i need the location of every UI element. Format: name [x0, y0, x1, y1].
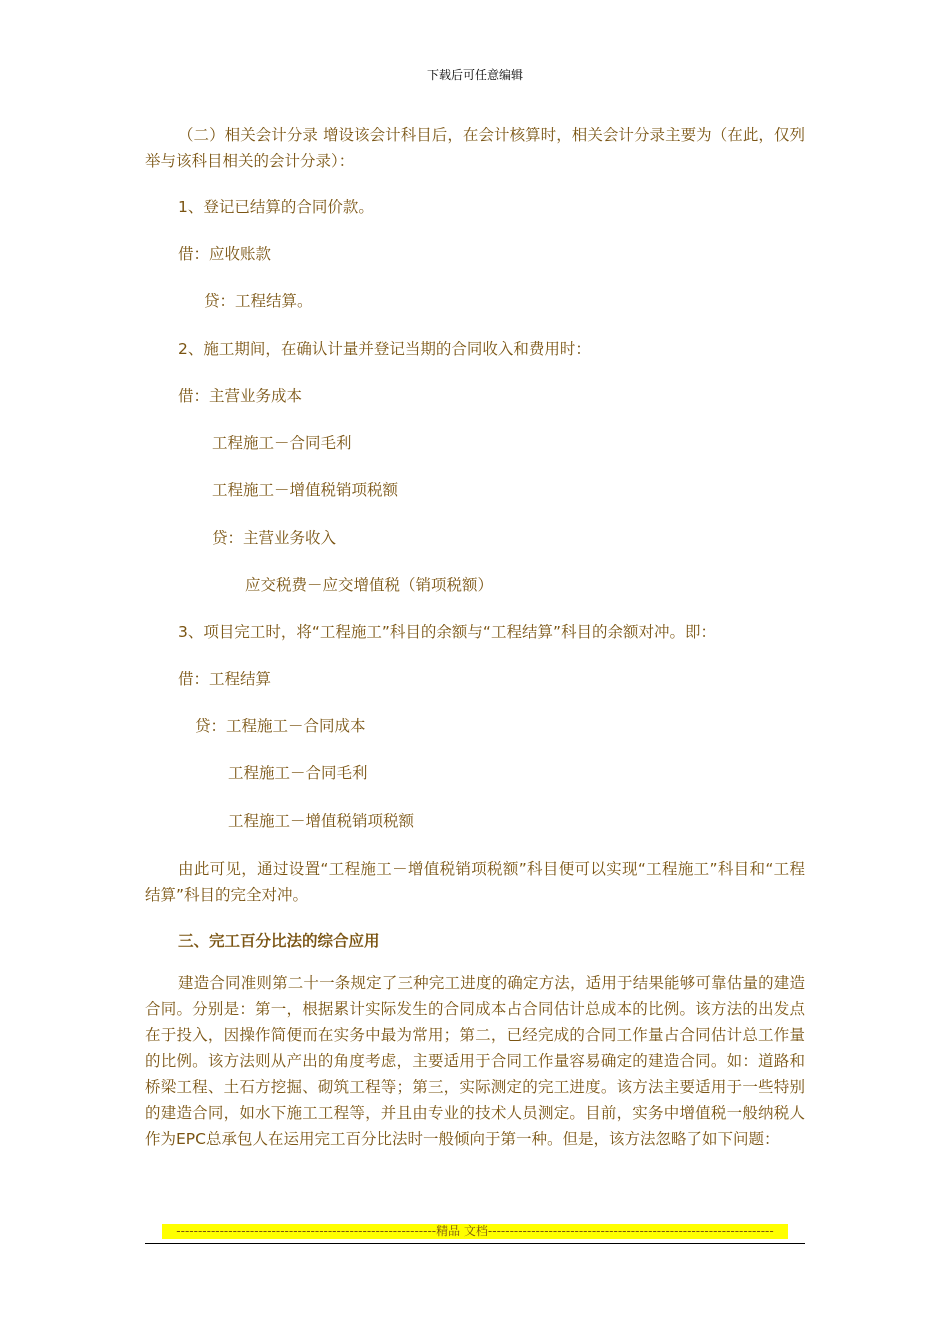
entry-3-debit: 借：工程结算 — [178, 670, 272, 688]
entry-3-title: 3、项目完工时，将“工程施工”科目的余额与“工程结算”科目的余额对冲。即： — [178, 623, 716, 641]
entry-1-credit: 贷：工程结算。 — [204, 292, 313, 310]
entry-2-debit-line-3: 工程施工－增值税销项税额 — [212, 481, 399, 499]
entry-1-title: 1、登记已结算的合同价款。 — [178, 198, 374, 216]
entry-2-debit-line-2: 工程施工－合同毛利 — [212, 434, 352, 452]
entry-2-credit-line-2: 应交税费－应交增值税（销项税额） — [245, 576, 494, 594]
entry-3-credit-line-3: 工程施工－增值税销项税额 — [228, 812, 415, 830]
entry-2-debit: 借：主营业务成本 — [178, 387, 303, 405]
page-header: 下载后可任意编辑 — [426, 68, 523, 82]
entry-3-credit-line-2: 工程施工－合同毛利 — [228, 764, 368, 782]
footer-banner: ------------------------------------------------------------精品 文档------------------------------------------------------------------ — [162, 1224, 788, 1239]
entry-2-title: 2、施工期间，在确认计量并登记当期的合同收入和费用时： — [178, 340, 591, 358]
conclusion-paragraph: 由此可见，通过设置“工程施工－增值税销项税额”科目便可以实现“工程施工”科目和“工程结算”科目的完全对冲。 — [145, 860, 805, 904]
entry-2-credit: 贷：主营业务收入 — [212, 529, 337, 547]
footer-rule — [145, 1243, 805, 1244]
intro-paragraph: （二）相关会计分录 增设该会计科目后，在会计核算时，相关会计分录主要为（在此，仅列举与该科目相关的会计分录）： — [145, 126, 805, 170]
section-3-paragraph: 建造合同准则第二十一条规定了三种完工进度的确定方法，适用于结果能够可靠估量的建造合同。分别是：第一，根据累计实际发生的合同成本占合同估计总成本的比例。该方法的出发点在于投入，因操作简便而在实务中最为常用；第二，已经完成的合同工作量占合同估计总工作量的比例。该方法则从产出的角度考虑，主要适用于合同工作量容易确定的建造合同。如：道路和桥梁工程、土石方挖掘、砌筑工程等；第三，实际测定的完工进度。该方法主要适用于一些特别的建造合同，如水下施工工程等，并且由专业的技术人员测定。目前，实务中增值税一般纳税人作为EPC总承包人在运用完工百分比法时一般倾向于第一种。但是，该方法忽略了如下问题： — [145, 974, 805, 1148]
entry-1-debit: 借：应收账款 — [178, 245, 272, 263]
entry-3-credit: 贷：工程施工－合同成本 — [195, 717, 366, 735]
section-3-heading: 三、完工百分比法的综合应用 — [178, 932, 380, 950]
